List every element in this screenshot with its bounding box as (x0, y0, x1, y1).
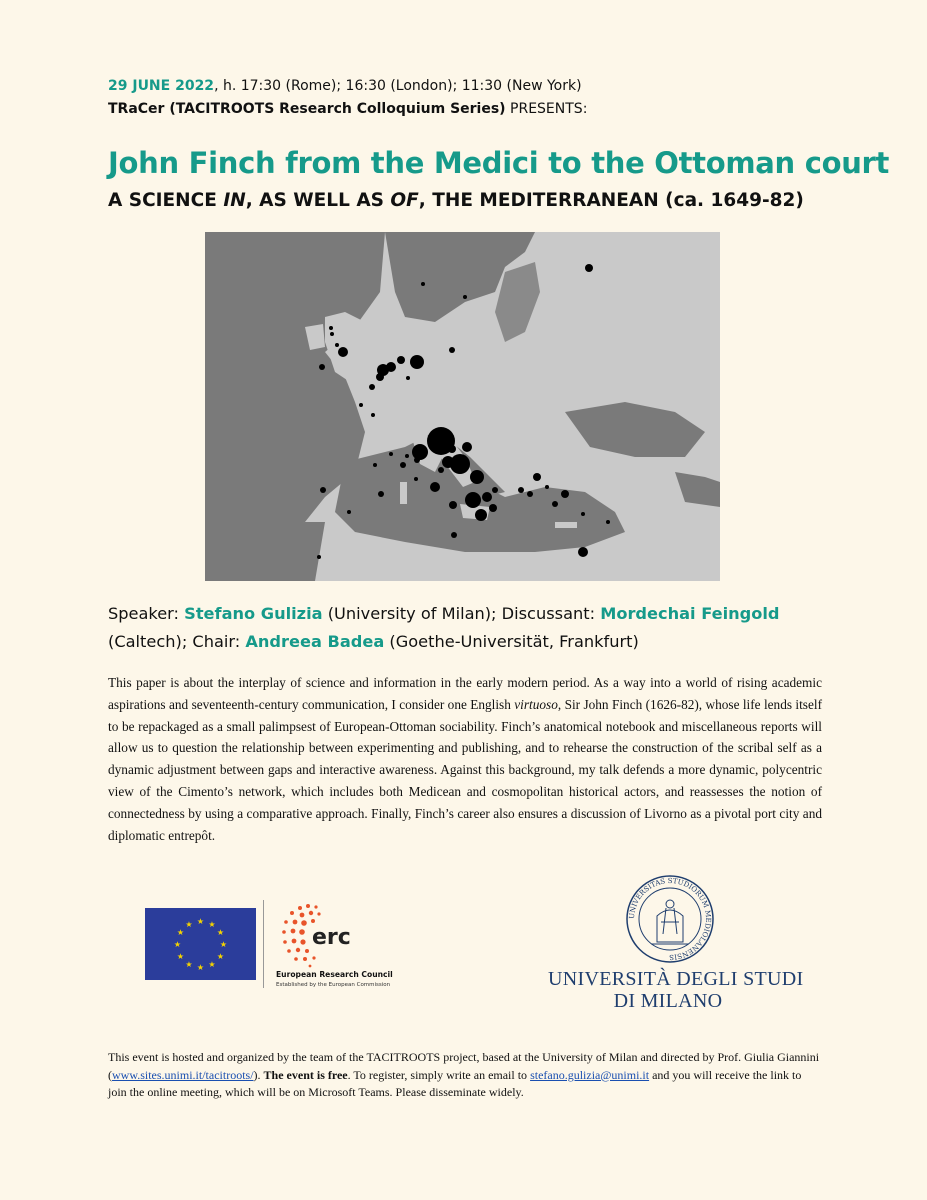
erc-name: European Research Council (276, 970, 393, 979)
svg-text:UNIVERSITAS STUDIORUM MEDIOLAN (628, 877, 712, 961)
subtitle-part: , THE MEDITERRANEAN (ca. 1649-82) (418, 190, 804, 211)
series-line (108, 101, 587, 117)
svg-text:★: ★ (176, 928, 185, 937)
footer-text: and you will receive the link to join the online meeting, which will be on Microsoft Teams. Please disseminate widely. (108, 1067, 802, 1099)
seal-text: UNIVERSITAS STUDIORUM MEDIOLANENSIS (627, 876, 713, 962)
event-free-note: The event is free (263, 1067, 348, 1082)
speakers-block (108, 600, 828, 656)
discussant-name: Mordechai Feingold (600, 604, 780, 623)
event-date-line (108, 78, 582, 94)
mediterranean-network-map (205, 232, 720, 581)
speaker-affiliation: (University of Milan); Discussant: (322, 604, 601, 623)
speaker-label: Speaker: (108, 604, 185, 623)
svg-text:★: ★ (196, 963, 205, 972)
svg-text:★: ★ (173, 940, 182, 949)
presents-label: PRESENTS: (505, 101, 588, 117)
abstract-paragraph (108, 672, 822, 846)
footer-note (108, 1049, 823, 1102)
abstract-italic: virtuoso (514, 696, 558, 712)
svg-text:★: ★ (176, 952, 185, 961)
footer-text: . To register, simply write an email to (347, 1067, 531, 1082)
logo-divider (263, 900, 264, 988)
contact-email-link[interactable]: stefano.gulizia@unimi.it (530, 1067, 650, 1082)
subtitle-italic-in: IN (223, 190, 246, 211)
erc-subtitle: Established by the European Commission (276, 982, 391, 988)
university-name-line1: UNIVERSITÀ DEGLI STUDI (548, 968, 804, 990)
event-date: 29 JUNE 2022 (108, 78, 215, 94)
svg-text:★: ★ (185, 960, 193, 969)
subtitle-part: , AS WELL AS (245, 190, 391, 211)
page-subtitle (108, 190, 804, 211)
abstract-text: , Sir John Finch (1626-82), whose life lends itself to be repackaged as a small palimpsest of European-Ottoman sociability. Finch’s anatomical notebook and miscellaneous reports will allow us to question the relationship between experimenting and publishing, and to rehearse the construction of the scribal self as a dynamic adjustment between gaps and interactive awareness. Against this background, my talk defends a more dynamic, polycentric view of the Cimento’s network, which includes both Medicean and cosmopolitan historical actors, and reassesses the notion of connectedness by using a comparative approach. Finally, Finch’s career also ensures a discussion of Livorno as a pivotal port city and diplomatic entrepôt. (108, 696, 822, 843)
eu-flag-logo (145, 908, 256, 980)
svg-text:★: ★ (196, 917, 205, 926)
subtitle-part: A SCIENCE (108, 190, 224, 211)
university-seal-logo (625, 874, 715, 964)
chair-name: Andreea Badea (245, 632, 385, 651)
svg-text:★: ★ (208, 960, 216, 969)
footer-text: ). (253, 1067, 264, 1082)
subtitle-italic-of: OF (390, 190, 419, 211)
series-name: TRaCer (TACITROOTS Research Colloquium Series) (108, 101, 506, 117)
abstract-text: This paper is about the interplay of science and information in the early modern period. As a way into a world of rising academic aspirations and seventeenth-century communication, I consider one English (108, 675, 822, 712)
page-title: John Finch from the Medici to the Ottoman court (108, 146, 890, 180)
university-name-line2: DI MILANO (613, 990, 723, 1012)
svg-text:★: ★ (208, 920, 216, 929)
svg-text:★: ★ (216, 952, 225, 961)
svg-text:★: ★ (185, 920, 193, 929)
speaker-name: Stefano Gulizia (184, 604, 323, 623)
svg-text:★: ★ (219, 940, 228, 949)
discussant-affiliation: (Caltech); Chair: (108, 632, 246, 651)
project-site-link[interactable]: www.sites.unimi.it/tacitroots/ (112, 1067, 254, 1082)
svg-text:★: ★ (216, 928, 225, 937)
footer-text: This event is hosted and organized by the team of the TACITROOTS project, based at the University of Milan and directed by Prof. Giulia Giannini ( (108, 1050, 820, 1082)
erc-logo (272, 898, 372, 978)
chair-affiliation: (Goethe-Universität, Frankfurt) (384, 632, 639, 651)
erc-mark-text: erc (312, 925, 351, 950)
event-times: , h. 17:30 (Rome); 16:30 (London); 11:30 (New York) (214, 78, 582, 94)
